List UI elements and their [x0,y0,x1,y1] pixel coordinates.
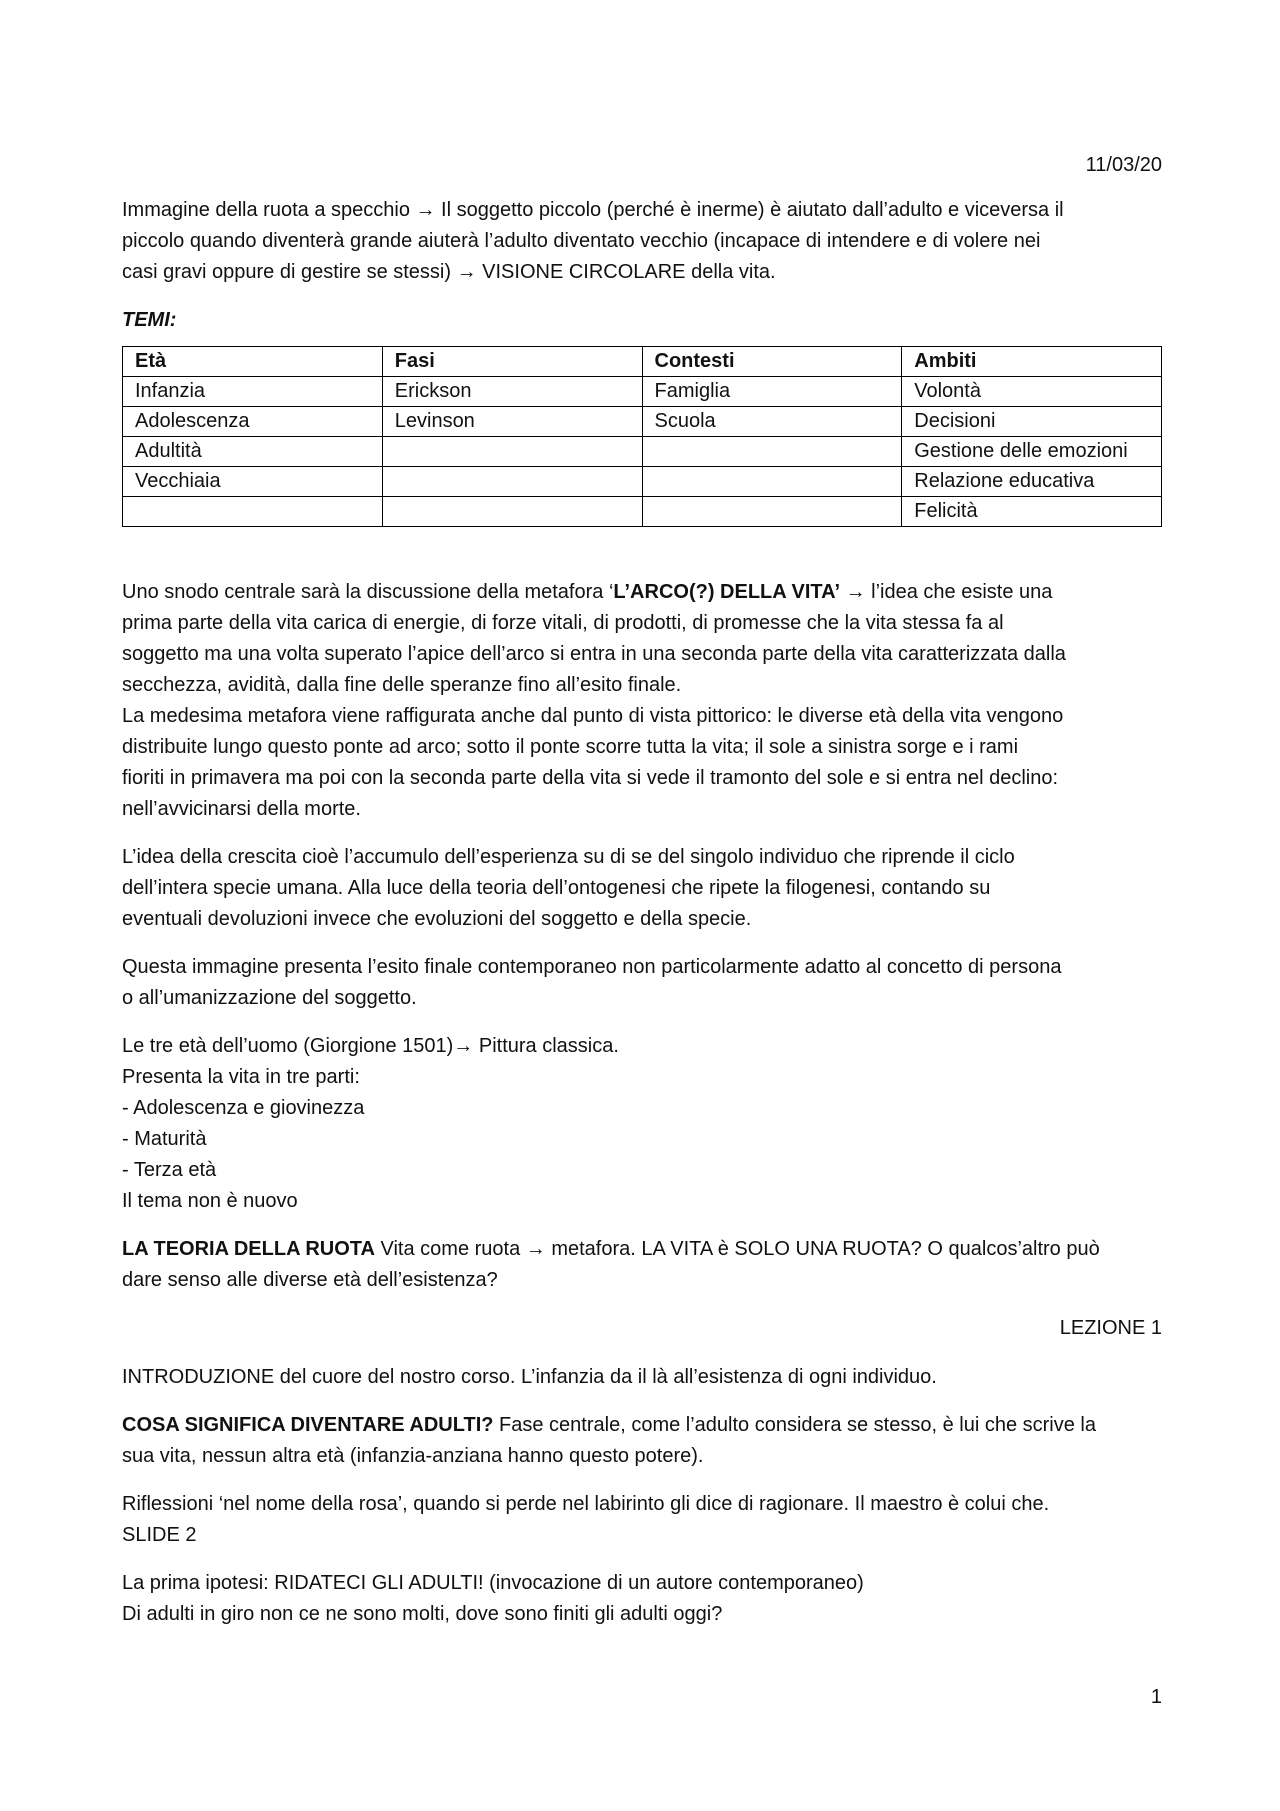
intro-paragraph [122,195,1162,288]
ruota-paragraph [122,1234,1162,1296]
text-line: distribuite lungo questo ponte ad arco; sotto il ponte scorre tutta la vita; il sole a sinistra sorge e i rami [122,736,1019,758]
document-page [122,150,1162,1647]
temi-heading: TEMI: [122,309,177,331]
text-line: fioriti in primavera ma poi con la seconda parte della vita si vede il tramonto del sole e si entra nel declino: [122,767,1059,789]
text-line: piccolo quando diventerà grande aiuterà l’adulto diventato vecchio (incapace di intendere e di volere nei [122,230,1041,252]
table-header-cell: Contesti [642,347,902,377]
riflessioni-paragraph [122,1489,1162,1551]
table-cell: Vecchiaia [123,467,383,497]
text-line: o all’umanizzazione del soggetto. [122,987,417,1009]
table-row [123,497,1162,527]
table-cell: Famiglia [642,377,902,407]
text-line: SLIDE 2 [122,1524,197,1546]
text-segment: Fase centrale, come l’adulto considera se stesso, è lui che scrive la [493,1414,1096,1436]
list-item: - Terza età [122,1159,217,1181]
text-line: secchezza, avidità, dalla fine delle speranze fino all’esito finale. [122,674,682,696]
text-line: Di adulti in giro non ce ne sono molti, dove sono finiti gli adulti oggi? [122,1603,723,1625]
text-line: L’idea della crescita cioè l’accumulo dell’esperienza su di se del singolo individuo che riprende il ciclo [122,846,1015,868]
text-line: dare senso alle diverse età dell’esistenza? [122,1269,498,1291]
list-item: - Maturità [122,1128,207,1150]
text-line: Questa immagine presenta l’esito finale contemporaneo non particolarmente adatto al concetto di persona [122,956,1062,978]
table-row [123,377,1162,407]
table-cell: Erickson [382,377,642,407]
lesson-label: LEZIONE 1 [1059,1317,1162,1339]
text-line [122,577,1162,608]
table-cell: Adolescenza [123,407,383,437]
table-cell [642,497,902,527]
temi-table [122,346,1162,527]
table-cell: Decisioni [902,407,1162,437]
table-header-row [123,347,1162,377]
table-cell [123,497,383,527]
text-segment: Uno snodo centrale sarà la discussione della metafora ‘ [122,581,614,603]
table-row [123,437,1162,467]
text-line: dell’intera specie umana. Alla luce della teoria dell’ontogenesi che ripete la filogenesi, contando su [122,877,991,899]
page-number: 1 [1150,1686,1162,1708]
table-cell: Scuola [642,407,902,437]
text-line: soggetto ma una volta superato l’apice dell’arco si entra in una seconda parte della vita caratterizzata dalla [122,643,1066,665]
text-line [122,1410,1162,1441]
table-cell [382,437,642,467]
table-cell: Infanzia [123,377,383,407]
text-line: Immagine della ruota a specchio → Il soggetto piccolo (perché è inerme) è aiutato dall’adulto e viceversa il [122,199,1064,221]
table-cell [382,467,642,497]
ruota-title: LA TEORIA DELLA RUOTA [122,1238,375,1260]
text-line: INTRODUZIONE del cuore del nostro corso. L’infanzia da il là all’esistenza di ogni individuo. [122,1366,937,1388]
text-segment: Vita come ruota → metafora. LA VITA è SOLO UNA RUOTA? O qualcos’altro può [374,1238,1100,1260]
table-cell: Levinson [382,407,642,437]
text-line: Presenta la vita in tre parti: [122,1066,360,1088]
text-line [122,1234,1162,1265]
table-cell: Adultità [123,437,383,467]
immagine-paragraph [122,952,1162,1014]
crescita-paragraph [122,842,1162,935]
table-header-cell: Ambiti [902,347,1162,377]
adulti-paragraph [122,1410,1162,1472]
table-cell [382,497,642,527]
text-segment: → l’idea che esiste una [840,581,1053,603]
table-header-cell: Fasi [382,347,642,377]
text-line: La prima ipotesi: RIDATECI GLI ADULTI! (invocazione di un autore contemporaneo) [122,1572,864,1594]
arco-paragraph [122,577,1162,825]
ipotesi-paragraph [122,1568,1162,1630]
text-line: Le tre età dell’uomo (Giorgione 1501)→ Pittura classica. [122,1035,619,1057]
text-line: Riflessioni ‘nel nome della rosa’, quando si perde nel labirinto gli dice di ragionare. Il maestro è colui che. [122,1493,1050,1515]
table-cell [642,437,902,467]
table-row [123,407,1162,437]
text-line: La medesima metafora viene raffigurata anche dal punto di vista pittorico: le diverse età della vita vengono [122,705,1064,727]
text-line: prima parte della vita carica di energie, di forze vitali, di prodotti, di promesse che la vita stessa fa al [122,612,1004,634]
table-cell: Gestione delle emozioni [902,437,1162,467]
table-cell [642,467,902,497]
giorgione-paragraph [122,1031,1162,1217]
table-cell: Felicità [902,497,1162,527]
list-item: - Adolescenza e giovinezza [122,1097,365,1119]
text-line: eventuali devoluzioni invece che evoluzioni del soggetto e della specie. [122,908,752,930]
adulti-title: COSA SIGNIFICA DIVENTARE ADULTI? [122,1414,494,1436]
table-header-cell: Età [123,347,383,377]
text-line: sua vita, nessun altra età (infanzia-anziana hanno questo potere). [122,1445,704,1467]
table-cell: Volontà [902,377,1162,407]
text-line: Il tema non è nuovo [122,1190,298,1212]
introduzione-paragraph [122,1362,1162,1393]
text-line: nell’avvicinarsi della morte. [122,798,361,820]
table-cell: Relazione educativa [902,467,1162,497]
document-date: 11/03/20 [1085,154,1162,176]
table-row [123,467,1162,497]
text-line: casi gravi oppure di gestire se stessi) → VISIONE CIRCOLARE della vita. [122,261,776,283]
arco-title: L’ARCO(?) DELLA VITA’ [613,581,841,603]
